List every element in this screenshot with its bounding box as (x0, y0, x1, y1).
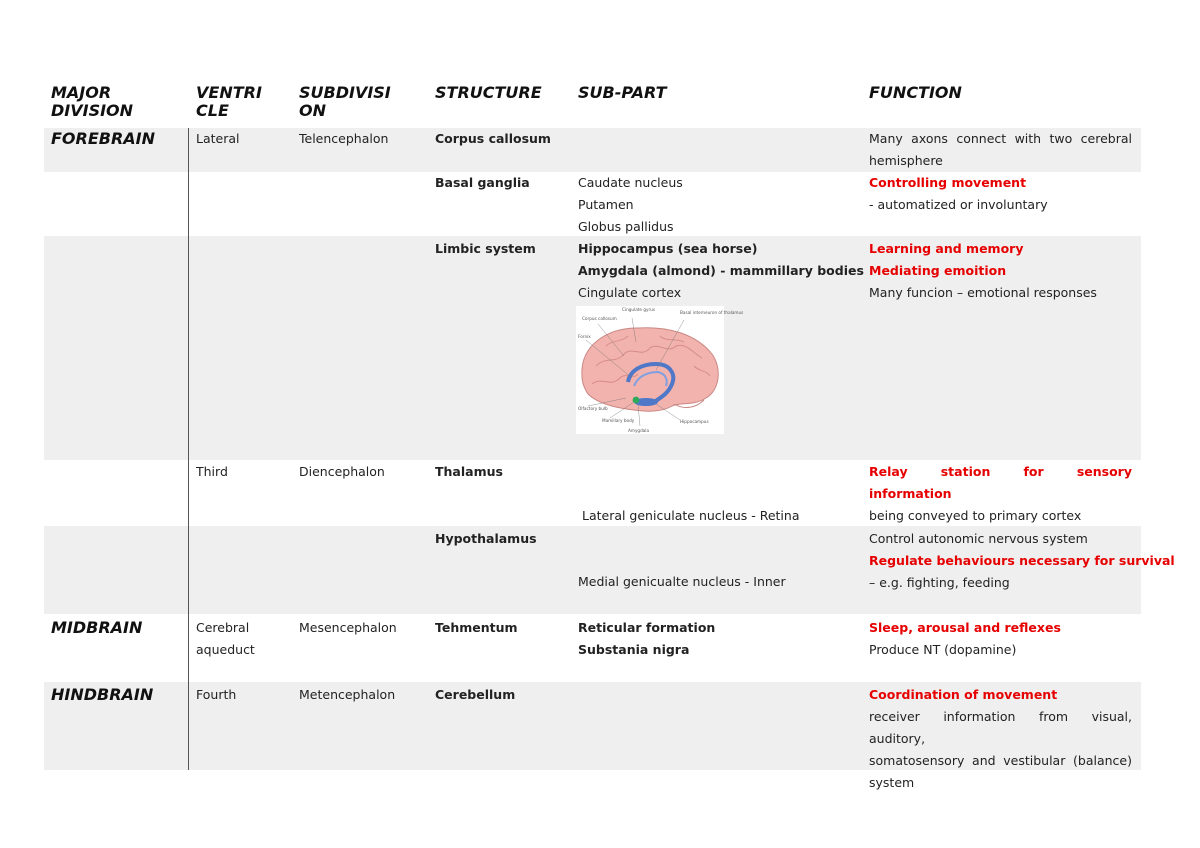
subdivision-telencephalon: Telencephalon (299, 131, 389, 146)
label-corpus: Corpus callosum (582, 316, 617, 321)
label-fornix: Fornix (578, 334, 591, 339)
label-amygdala: Amygdala (628, 428, 650, 433)
subpart-limbic-system (578, 238, 864, 304)
label-basal: Basal interneuron of thalamus (680, 310, 744, 315)
function-sleep-arousal: Sleep, arousal and reflexes (869, 620, 1061, 635)
function-automatized: - automatized or involuntary (869, 197, 1048, 212)
function-mediating-emotion: Mediating emoition (869, 263, 1007, 278)
subpart-basal-ganglia (578, 172, 683, 238)
division-forebrain: FOREBRAIN (51, 129, 156, 148)
ventricle-cerebral: Cerebral (196, 620, 250, 635)
structure-cerebellum: Cerebellum (435, 687, 516, 702)
header-structure: STRUCTURE (435, 83, 542, 102)
function-thalamus (869, 461, 1132, 527)
ventricle-cerebral-aqueduct (196, 617, 255, 661)
brain-figure (576, 306, 744, 434)
header-sub-part: SUB-PART (578, 83, 667, 102)
ventricle-aqueduct: aqueduct (196, 642, 255, 657)
subdivision-diencephalon: Diencephalon (299, 464, 385, 479)
ventricle-lateral: Lateral (196, 131, 240, 146)
subpart-reticular-formation: Reticular formation (578, 620, 716, 635)
subpart-putamen: Putamen (578, 197, 634, 212)
subpart-medial-geniculate: Medial genicualte nucleus - Inner (578, 574, 786, 589)
subpart-midbrain (578, 617, 715, 661)
division-hindbrain: HINDBRAIN (51, 685, 154, 704)
function-learning-memory: Learning and memory (869, 241, 1024, 256)
ventricle-fourth: Fourth (196, 687, 237, 702)
structure-corpus-callosum: Corpus callosum (435, 131, 551, 146)
label-mamillary: Mamillary body (602, 418, 635, 423)
ventricle-third: Third (196, 464, 228, 479)
function-receiver-line3: system (869, 775, 915, 790)
header-subdivision-line1: SUBDIVISI (299, 83, 391, 102)
header-major-division-line2: DIVISION (51, 101, 134, 120)
header-major-division (51, 84, 133, 120)
function-emotional-responses: Many funcion – emotional responses (869, 285, 1097, 300)
subdivision-metencephalon: Metencephalon (299, 687, 396, 702)
header-ventricle-line1: VENTRI (196, 83, 262, 102)
function-limbic-system (869, 238, 1097, 304)
header-major-division-line1: MAJOR (51, 83, 112, 102)
label-hippocampus: Hippocampus (680, 419, 709, 424)
subpart-amygdala: Amygdala (almond) - mammillary bodies (578, 263, 864, 278)
function-controlling-movement: Controlling movement (869, 175, 1027, 190)
function-receiver-line1: receiver information from visual, auditory, (869, 709, 1132, 746)
function-receiver-line2: somatosensory and vestibular (balance) (869, 753, 1132, 768)
structure-tehmentum: Tehmentum (435, 620, 518, 635)
function-fighting-feeding: – e.g. fighting, feeding (869, 575, 1010, 590)
header-ventricle (196, 84, 262, 120)
column-divider (188, 128, 189, 770)
structure-hypothalamus: Hypothalamus (435, 531, 537, 546)
function-midbrain (869, 617, 1061, 661)
function-coordination: Coordination of movement (869, 687, 1058, 702)
subpart-thalamus (578, 461, 800, 637)
structure-basal-ganglia: Basal ganglia (435, 175, 530, 190)
function-autonomic: Control autonomic nervous system (869, 531, 1088, 546)
function-hypothalamus (869, 528, 1175, 594)
label-olfactory: Olfactory bulb (578, 406, 608, 411)
function-corpus-line1: Many axons connect with two cerebral (869, 131, 1132, 146)
header-function: FUNCTION (869, 83, 962, 102)
label-cingulate: Cingulate gyrus (622, 307, 656, 312)
structure-limbic-system: Limbic system (435, 241, 536, 256)
function-dopamine: Produce NT (dopamine) (869, 642, 1017, 657)
function-corpus-line2: hemisphere (869, 153, 943, 168)
header-subdivision-line2: ON (299, 101, 326, 120)
division-midbrain: MIDBRAIN (51, 618, 143, 637)
subpart-globus-pallidus: Globus pallidus (578, 219, 674, 234)
function-corpus-callosum (869, 128, 1132, 172)
function-hindbrain (869, 684, 1132, 794)
subpart-caudate-nucleus: Caudate nucleus (578, 175, 683, 190)
function-basal-ganglia (869, 172, 1048, 216)
header-subdivision (299, 84, 391, 120)
subpart-substania-nigra: Substania nigra (578, 642, 690, 657)
header-ventricle-line2: CLE (196, 101, 229, 120)
subdivision-mesencephalon: Mesencephalon (299, 620, 397, 635)
function-regulate-behaviours: Regulate behaviours necessary for survival (869, 553, 1175, 568)
structure-thalamus: Thalamus (435, 464, 503, 479)
subpart-lateral-geniculate: Lateral geniculate nucleus - Retina (578, 508, 800, 523)
subpart-cingulate-cortex: Cingulate cortex (578, 285, 682, 300)
function-primary-cortex: being conveyed to primary cortex (869, 508, 1082, 523)
subpart-hippocampus: Hippocampus (sea horse) (578, 241, 758, 256)
function-relay-station: Relay station for sensory information (869, 464, 1132, 501)
